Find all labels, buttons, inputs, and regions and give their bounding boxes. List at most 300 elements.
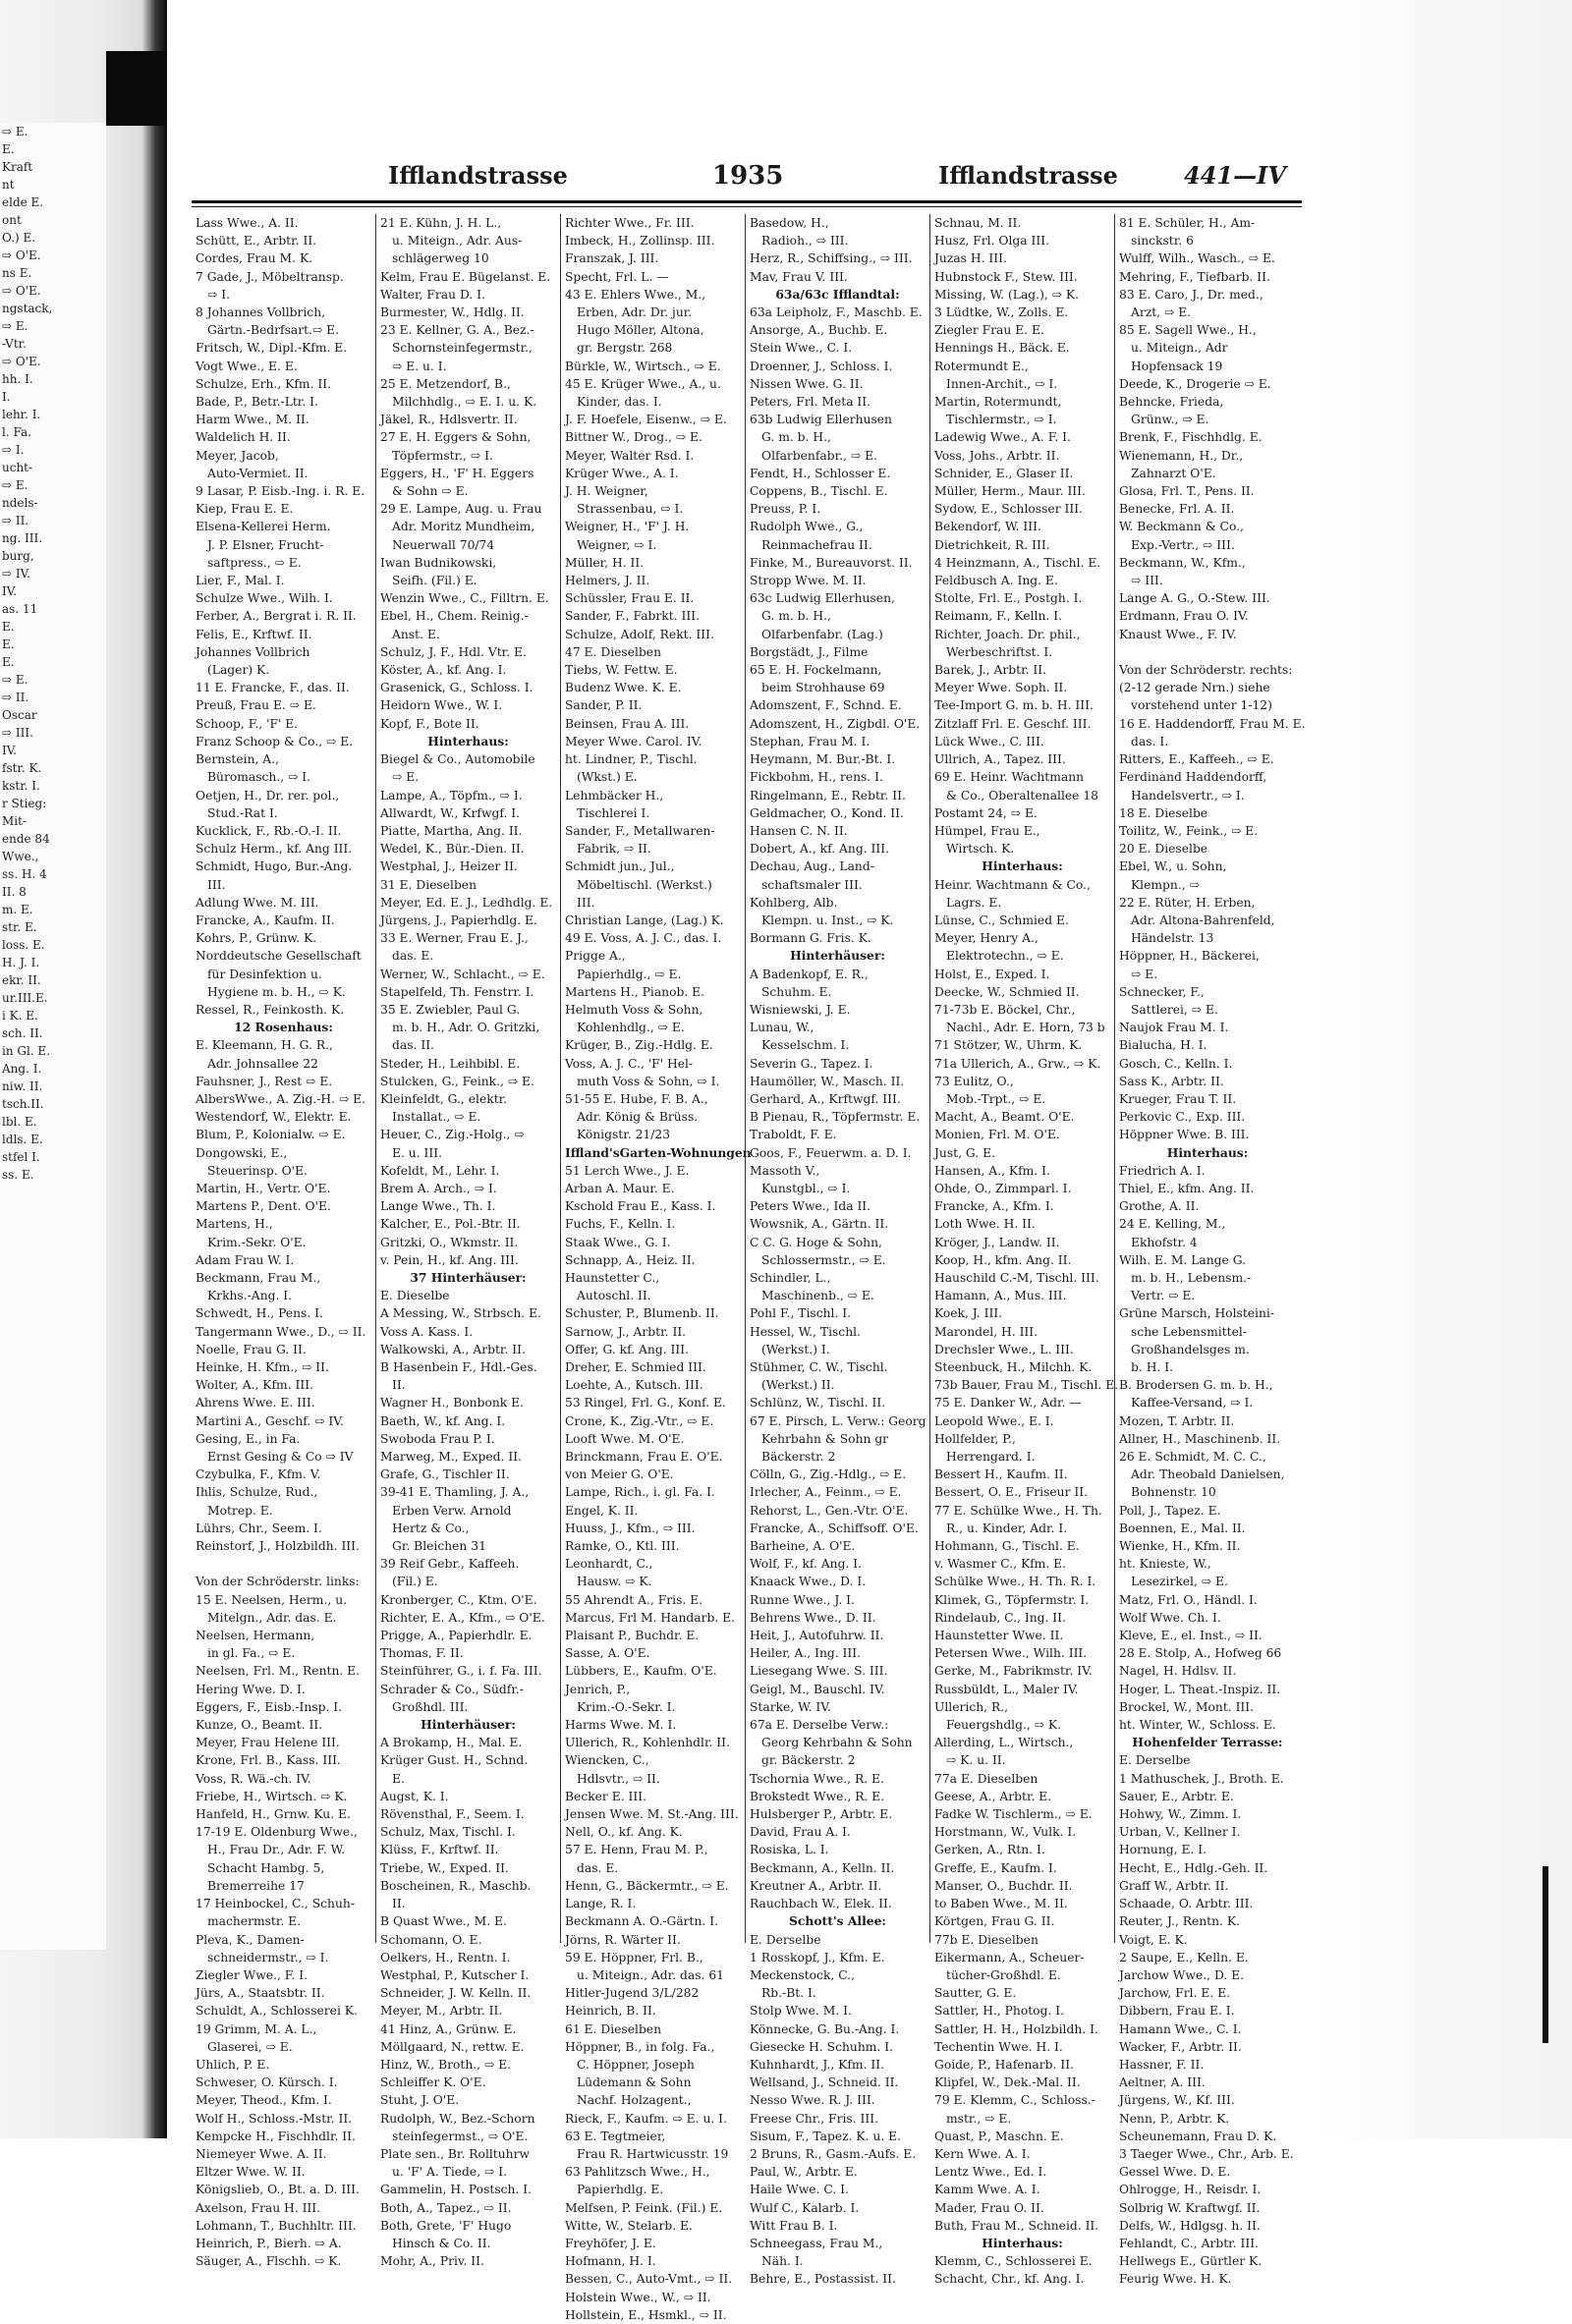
directory-entry: Adr. Altona-Bahrenfeld, xyxy=(1131,913,1275,927)
directory-entry: Both, Grete, 'F' Hugo xyxy=(380,2218,512,2233)
directory-entry: Heinr. Wachtmann & Co., xyxy=(934,877,1091,892)
directory-entry: Biegel & Co., Automobile xyxy=(380,752,535,767)
directory-entry: Thiel, E., kfm. Ang. II. xyxy=(1119,1181,1255,1195)
directory-entry: Ziegler Frau E. E. xyxy=(934,323,1044,338)
directory-entry: 28 E. Stolp, A., Hofweg 66 xyxy=(1119,1646,1282,1661)
directory-entry: Schulz, J. F., Hdl. Vtr. E. xyxy=(380,644,527,659)
directory-entry: gr. Bäckerstr. 2 xyxy=(761,1753,856,1768)
directory-entry: Bohnenstr. 10 xyxy=(1131,1485,1216,1500)
directory-entry: 39 Reif Gebr., Kaffeeh. xyxy=(380,1557,520,1572)
directory-entry: Schulze Wwe., Wilh. I. xyxy=(196,591,333,606)
directory-entry: B Quast Wwe., M. E. xyxy=(380,1914,507,1929)
directory-entry: Stuht, J. O'E. xyxy=(380,2093,460,2108)
directory-entry: schneidermstr., ⇨ I. xyxy=(207,1950,329,1964)
directory-entry: Weigner, ⇨ I. xyxy=(577,537,657,552)
directory-entry: Radioh., ⇨ III. xyxy=(761,234,849,249)
directory-entry: Hennings H., Bäck. E. xyxy=(934,341,1070,356)
directory-entry: Melfsen, P. Feink. (Fil.) E. xyxy=(565,2200,723,2215)
directory-entry: Ohlrogge, H., Reisdr. I. xyxy=(1119,2183,1262,2197)
directory-entry: Hausw. ⇨ K. xyxy=(577,1575,652,1589)
directory-entry: Kinder, das. I. xyxy=(577,395,662,410)
directory-entry: 22 E. Rüter, H. Erben, xyxy=(1119,895,1256,910)
directory-entry: Wisniewski, J. E. xyxy=(750,1002,851,1017)
directory-entry: Wolf, F., kf. Ang. I. xyxy=(750,1557,863,1572)
directory-entry: & Co., Oberaltenallee 18 xyxy=(946,788,1098,802)
directory-entry: Hornung, E. I. xyxy=(1119,1843,1207,1857)
section-heading: Hinterhaus: xyxy=(982,2235,1063,2250)
directory-entry: 29 E. Lampe, Aug. u. Frau xyxy=(380,502,542,517)
directory-entry: Hoger, L. Theat.-Inspiz. II. xyxy=(1119,1682,1281,1696)
edge-fragment: ⇨ O'E. xyxy=(2,249,41,262)
directory-entry: Meyer, Walter Rsd. I. xyxy=(565,448,695,463)
directory-entry: Gammelin, H. Postsch. I. xyxy=(380,2183,533,2197)
directory-entry: Wedel, K., Bür.-Dien. II. xyxy=(380,842,525,857)
directory-entry: m. b. H., Adr. O. Gritzki, xyxy=(392,1021,540,1035)
year-label: 1935 xyxy=(712,161,784,191)
directory-entry: Sydow, E., Schlosser III. xyxy=(934,502,1083,517)
directory-entry: Rotermundt E., xyxy=(934,359,1029,373)
directory-entry: Meyer, Theod., Kfm. I. xyxy=(196,2093,332,2108)
directory-entry: Wolf H., Schloss.-Mstr. II. xyxy=(196,2111,353,2126)
directory-entry: Kreutner A., Arbtr. II. xyxy=(750,1878,882,1893)
directory-entry: vorstehend unter 1-12) xyxy=(1131,698,1272,713)
directory-entry: Nagel, H. Hdlsv. II. xyxy=(1119,1664,1237,1679)
directory-entry: Burmester, W., Hdlg. II. xyxy=(380,305,525,320)
edge-fragment: ns E. xyxy=(2,266,32,280)
directory-entry: Näh. I. xyxy=(761,2254,804,2269)
directory-entry: 4 Heinzmann, A., Tischl. E. xyxy=(934,555,1101,570)
directory-entry: Kaffee-Versand, ⇨ I. xyxy=(1131,1396,1254,1411)
directory-entry: Marondel, H. III. xyxy=(934,1324,1039,1339)
directory-entry: Hulsberger P., Arbtr. E. xyxy=(750,1807,893,1822)
edge-fragment: ur.III.E. xyxy=(2,991,48,1005)
directory-entry: (Wkst.) E. xyxy=(577,770,638,785)
directory-entry: Klüss, F., Krftwf. II. xyxy=(380,1843,499,1857)
directory-entry: Wirtsch. K. xyxy=(946,842,1015,857)
directory-entry: III. xyxy=(207,877,226,892)
directory-entry: Bessen, C., Auto-Vmt., ⇨ II. xyxy=(565,2272,733,2287)
directory-entry: Monien, Frl. M. O'E. xyxy=(934,1128,1060,1142)
directory-entry: Kohlberg, Alb. xyxy=(750,895,838,910)
directory-entry: Schmidt jun., Jul., xyxy=(565,859,675,874)
directory-entry: Christian Lange, (Lag.) K. xyxy=(565,913,724,927)
directory-entry: Witte, W., Stelarb. E. xyxy=(565,2218,693,2233)
directory-entry: Voigt, E. K. xyxy=(1119,1932,1188,1947)
directory-entry: Fuchs, F., Kelln. I. xyxy=(565,1217,676,1232)
directory-entry: Massoth V., xyxy=(750,1163,820,1178)
directory-entry: schaftsmaler III. xyxy=(761,877,863,892)
directory-entry: Matz, Frl. O., Händl. I. xyxy=(1119,1592,1258,1607)
directory-entry: Franz Schoop & Co., ⇨ E. xyxy=(196,734,354,748)
directory-entry: Wenzin Wwe., C., Filltrn. E. xyxy=(380,591,549,606)
directory-entry: Bernstein, A., xyxy=(196,752,280,767)
edge-fragment: ont xyxy=(2,213,22,227)
directory-entry: Stein Wwe., C. I. xyxy=(750,341,853,356)
directory-entry: Klempn. u. Inst., ⇨ K. xyxy=(761,913,894,927)
directory-entry: G. m. b. H., xyxy=(761,430,831,445)
edge-fragment: ucht- xyxy=(2,461,33,474)
edge-fragment: O.) E. xyxy=(2,231,36,245)
directory-entry: 1 Rosskopf, J., Kfm. E. xyxy=(750,1950,885,1964)
directory-entry: Dibbern, Frau E. I. xyxy=(1119,2004,1235,2019)
directory-entry: 59 E. Höppner, Frl. B., xyxy=(565,1950,703,1964)
edge-fragment: Ang. I. xyxy=(2,1062,42,1076)
edge-fragment: Mit- xyxy=(2,814,28,828)
directory-entry: Mader, Frau O. II. xyxy=(934,2200,1044,2215)
directory-entry: Oelkers, H., Rentn. I. xyxy=(380,1950,511,1964)
directory-entry: Prigge A., xyxy=(565,949,626,964)
directory-entry: Meyer, Ed. E. J., Ledhdlg. E. xyxy=(380,895,553,910)
directory-entry: Erben Verw. Arnold xyxy=(392,1503,512,1518)
directory-entry: Witt Frau B. I. xyxy=(750,2218,838,2233)
directory-entry: Rieck, F., Kaufm. ⇨ E. u. I. xyxy=(565,2111,727,2126)
directory-entry: Mitelgn., Adr. das. E. xyxy=(207,1610,337,1625)
edge-fragment: IV. xyxy=(2,744,18,757)
directory-entry: Klipfel, W., Dek.-Mal. II. xyxy=(934,2075,1081,2090)
directory-entry: Wolf Wwe. Ch. I. xyxy=(1119,1610,1221,1625)
directory-entry: Adomszent, H., Zigbdl. O'E. xyxy=(750,716,921,731)
directory-entry: Lehmbäcker H., xyxy=(565,788,664,802)
directory-entry: von Meier G. O'E. xyxy=(565,1467,674,1482)
directory-entry: Von der Schröderstr. rechts: xyxy=(1119,663,1293,678)
directory-entry: 3 Taeger Wwe., Chr., Arb. E. xyxy=(1119,2146,1294,2161)
directory-entry: Gritzki, O., Wkmstr. II. xyxy=(380,1235,519,1249)
directory-entry: Marweg, M., Exped. II. xyxy=(380,1450,522,1465)
directory-entry: A Brokamp, H., Mal. E. xyxy=(380,1736,523,1750)
directory-entry: Stolte, Frl. E., Postgh. I. xyxy=(934,591,1083,606)
directory-entry: Triebe, W., Exped. II. xyxy=(380,1860,509,1875)
directory-entry: Schuldt, A., Schlosserei K. xyxy=(196,2004,358,2019)
edge-fragment: E. xyxy=(2,637,15,651)
directory-entry: III. xyxy=(577,895,595,910)
directory-entry: Krüger Wwe., A. I. xyxy=(565,466,679,480)
directory-entry: Eltzer Wwe. W. II. xyxy=(196,2165,306,2180)
directory-entry: Krone, Frl. B., Kass. III. xyxy=(196,1753,341,1768)
directory-entry: ht. Knieste, W., xyxy=(1119,1557,1211,1572)
directory-entry: Schlossermstr., ⇨ E. xyxy=(761,1252,886,1267)
directory-entry: 55 Ahrendt A., Fris. E. xyxy=(565,1592,703,1607)
directory-entry: Großhdl. III. xyxy=(392,1699,469,1714)
directory-entry: 65 E. H. Fockelmann, xyxy=(750,663,882,678)
directory-entry: Ferber, A., Bergrat i. R. II. xyxy=(196,609,357,624)
directory-entry: Auto-Vermiet. II. xyxy=(207,466,309,480)
directory-entry: Händelstr. 13 xyxy=(1131,931,1214,946)
directory-column-3 xyxy=(561,214,752,2322)
edge-fragment: str. E. xyxy=(2,920,37,934)
edge-fragment: ldls. E. xyxy=(2,1133,43,1146)
directory-entry: B Hasenbein F., Hdl.-Ges. xyxy=(380,1360,537,1374)
directory-entry: u. Miteign., Adr. das. 61 xyxy=(577,1967,725,1982)
directory-entry: Kesselschm. I. xyxy=(761,1038,850,1053)
directory-entry: Goide, P., Hafenarb. II. xyxy=(934,2057,1074,2072)
directory-entry: sinckstr. 6 xyxy=(1131,234,1194,249)
directory-entry: Eggers, H., 'F' H. Eggers xyxy=(380,466,534,480)
directory-entry: Krüger Gust. H., Schnd. xyxy=(380,1753,529,1768)
directory-entry: Lührs, Chr., Seem. I. xyxy=(196,1521,322,1535)
directory-entry: B. Brodersen G. m. b. H., xyxy=(1119,1378,1273,1393)
directory-entry: Johannes Vollbrich xyxy=(196,644,310,659)
directory-entry: Hellwegs E., Gürtler K. xyxy=(1119,2254,1263,2269)
directory-entry: Sautter, G. E. xyxy=(934,1986,1017,2001)
directory-entry: Aeltner, A. III. xyxy=(1119,2075,1206,2090)
directory-entry: & Sohn ⇨ E. xyxy=(392,484,469,499)
directory-entry: ⇨ E. xyxy=(392,770,420,785)
directory-entry: ⇨ K. u. II. xyxy=(946,1753,1006,1768)
directory-entry: Martens H., Pianob. E. xyxy=(565,984,705,999)
edge-fragment: lehr. I. xyxy=(2,408,41,421)
section-heading: Hinterhäuser: xyxy=(790,948,885,964)
directory-entry: Mozen, T. Arbtr. II. xyxy=(1119,1413,1235,1428)
directory-entry: Wagner H., Bonbonk E. xyxy=(380,1396,525,1411)
directory-entry: Leopold Wwe., E. I. xyxy=(934,1413,1054,1428)
directory-entry: Voss A. Kass. I. xyxy=(380,1324,474,1339)
directory-entry: Schüssler, Frau E. II. xyxy=(565,591,695,606)
directory-entry: Macht, A., Beamt. O'E. xyxy=(934,1110,1075,1125)
directory-entry: 47 E. Dieselben xyxy=(565,644,662,659)
directory-entry: Solbrig W. Kraftwgf. II. xyxy=(1119,2200,1261,2215)
edge-fragment: ⇨ III. xyxy=(2,726,33,740)
directory-entry: Richter Wwe., Fr. III. xyxy=(565,216,695,230)
directory-entry: Urban, V., Kellner I. xyxy=(1119,1825,1241,1840)
directory-entry: 26 E. Schmidt, M. C. C., xyxy=(1119,1450,1266,1465)
directory-entry: Krim.-Sekr. O'E. xyxy=(207,1235,307,1249)
directory-entry: Perkovic C., Exp. III. xyxy=(1119,1110,1246,1125)
directory-entry: Grasenick, G., Schloss. I. xyxy=(380,681,533,695)
directory-entry: Baeth, W., kf. Ang. I. xyxy=(380,1413,506,1428)
directory-entry: Kiep, Frau E. E. xyxy=(196,502,294,517)
directory-entry: Königslieb, O., Bt. a. D. III. xyxy=(196,2183,360,2197)
directory-entry: Jensen Wwe. M. St.-Ang. III. xyxy=(565,1807,739,1822)
directory-entry: Heit, J., Autofuhrw. II. xyxy=(750,1629,884,1643)
directory-entry: Cölln, G., Zig.-Hdlg., ⇨ E. xyxy=(750,1467,907,1482)
directory-entry: 11 E. Francke, F., das. II. xyxy=(196,681,350,695)
edge-fragment: kstr. I. xyxy=(2,779,40,793)
directory-entry: Schindler, L., xyxy=(750,1270,831,1285)
directory-entry: Stud.-Rat I. xyxy=(207,805,278,820)
directory-entry: Wulf C., Kalarb. I. xyxy=(750,2200,860,2215)
directory-entry: Von der Schröderstr. links: xyxy=(196,1575,360,1589)
directory-entry: Bade, P., Betr.-Ltr. I. xyxy=(196,395,318,410)
directory-entry: Georg Kehrbahn & Sohn xyxy=(761,1736,913,1750)
directory-entry: Lünse, C., Schmied E. xyxy=(934,913,1069,927)
directory-entry: Heinrich, B. II. xyxy=(565,2004,656,2019)
directory-entry: Büromasch., ⇨ I. xyxy=(207,770,311,785)
directory-entry: Holstein Wwe., W., ⇨ II. xyxy=(565,2290,711,2304)
directory-entry: Sauer, E., Arbtr. E. xyxy=(1119,1789,1234,1803)
directory-entry: ht. Lindner, P., Tischl. xyxy=(565,752,698,767)
directory-entry: Kofeldt, M., Lehr. I. xyxy=(380,1163,500,1178)
directory-entry: Möllgaard, N., rettw. E. xyxy=(380,2039,525,2054)
directory-entry: Hygiene m. b. H., ⇨ K. xyxy=(207,984,346,999)
directory-entry: 24 E. Kelling, M., xyxy=(1119,1217,1226,1232)
directory-entry: Sarnow, J., Arbtr. II. xyxy=(565,1324,687,1339)
directory-entry: Fauhsner, J., Rest ⇨ E. xyxy=(196,1074,333,1088)
directory-entry: Schülke Wwe., H. Th. R. I. xyxy=(934,1575,1096,1589)
directory-entry: Stühmer, C. W., Tischl. xyxy=(750,1360,888,1374)
directory-entry: 67 E. Pirsch, L. Verw.: Georg xyxy=(750,1413,926,1428)
directory-entry: v. Pein, H., kf. Ang. III. xyxy=(380,1252,519,1267)
directory-entry: Norddeutsche Gesellschaft xyxy=(196,949,362,964)
directory-entry: Hitler-Jugend 3/L/282 xyxy=(565,1986,700,2001)
directory-entry: Greffe, E., Kaufm. I. xyxy=(934,1860,1057,1875)
directory-entry: Reimann, F., Kelln. I. xyxy=(934,609,1062,624)
directory-entry: Friebe, H., Wirtsch. ⇨ K. xyxy=(196,1789,348,1803)
directory-entry: Iwan Budnikowski, xyxy=(380,555,497,570)
directory-entry: Meyer, Frau Helene III. xyxy=(196,1736,340,1750)
directory-entry: Hinsch & Co. II. xyxy=(392,2236,491,2250)
directory-entry: Ladewig Wwe., A. F. I. xyxy=(934,430,1071,445)
directory-entry: Waldelich H. II. xyxy=(196,430,291,445)
directory-entry: 81 E. Schüler, H., Am- xyxy=(1119,216,1256,230)
directory-entry: Allwardt, W., Krfwgf. I. xyxy=(380,805,521,820)
directory-entry: 43 E. Ehlers Wwe., M., xyxy=(565,287,706,302)
directory-entry: Stephan, Frau M. I. xyxy=(750,734,870,748)
directory-entry: Kleve, E., el. Inst., ⇨ II. xyxy=(1119,1629,1263,1643)
directory-entry: Plaisant P., Buchdr. E. xyxy=(565,1629,700,1643)
directory-entry: Beckmann, Frau M., xyxy=(196,1270,321,1285)
directory-entry: Jörns, R. Wärter II. xyxy=(565,1932,681,1947)
directory-entry: 75 E. Danker W., Adr. — xyxy=(934,1396,1082,1411)
directory-entry: Fritsch, W., Dipl.-Kfm. E. xyxy=(196,341,348,356)
directory-entry: Kucklick, F., Rb.-O.-I. II. xyxy=(196,823,342,838)
directory-entry: 18 E. Dieselbe xyxy=(1119,805,1208,820)
directory-entry: Wiencken, C., xyxy=(565,1753,649,1768)
directory-entry: 85 E. Sagell Wwe., H., xyxy=(1119,323,1257,338)
directory-entry: Jürgens, J., Papierhdlg. E. xyxy=(380,913,537,927)
directory-entry: Elektrotechn., ⇨ E. xyxy=(946,949,1064,964)
directory-entry: Benecke, Frl. A. II. xyxy=(1119,502,1235,517)
directory-entry: mstr., ⇨ E. xyxy=(946,2111,1012,2126)
edge-fragment: ⇨ O'E. xyxy=(2,284,41,298)
edge-fragment: E. xyxy=(2,142,15,156)
directory-entry: Gärtn.-Bedrfsart.⇨ E. xyxy=(207,323,340,338)
directory-entry: (Fil.) E. xyxy=(392,1575,438,1589)
directory-entry: Schnecker, F., xyxy=(1119,984,1205,999)
directory-entry: v. Wasmer C., Kfm. E. xyxy=(934,1557,1067,1572)
directory-entry: Lier, F., Mal. I. xyxy=(196,574,285,588)
directory-entry: Mehring, F., Tiefbarb. II. xyxy=(1119,269,1270,284)
directory-entry: Sass K., Arbtr. II. xyxy=(1119,1074,1224,1088)
directory-entry: Basedow, H., xyxy=(750,216,829,230)
edge-fragment: Oscar xyxy=(2,708,37,722)
edge-fragment: -Vtr. xyxy=(2,337,27,351)
directory-entry: Holst, E., Exped. I. xyxy=(934,967,1050,981)
directory-entry: Helmers, J. II. xyxy=(565,574,650,588)
directory-entry: Mohr, A., Priv. II. xyxy=(380,2254,484,2269)
directory-entry: Kern Wwe. A. I. xyxy=(934,2146,1031,2161)
directory-entry: Voss, Johs., Arbtr. II. xyxy=(934,448,1060,463)
directory-entry: Brenk, F., Fischhdlg. E. xyxy=(1119,430,1263,445)
directory-entry: Wellsand, J., Schneid. II. xyxy=(750,2075,899,2090)
directory-entry: Hohwy, W., Zimm. I. xyxy=(1119,1807,1242,1822)
directory-entry: Westphal, J., Heizer II. xyxy=(380,859,518,874)
directory-entry: Lange A. G., O.-Stew. III. xyxy=(1119,591,1270,606)
directory-entry: Steenbuck, H., Milchh. K. xyxy=(934,1360,1093,1374)
directory-entry: Strassenbau, ⇨ I. xyxy=(577,502,684,517)
directory-entry: Imbeck, H., Zollinsp. III. xyxy=(565,234,715,249)
directory-entry: 57 E. Henn, Frau M. P., xyxy=(565,1843,708,1857)
directory-entry: 39-41 E. Thamling, J. A., xyxy=(380,1485,530,1500)
directory-entry: Kempcke H., Fischhdlr. II. xyxy=(196,2129,356,2143)
directory-entry: Werner, W., Schlacht., ⇨ E. xyxy=(380,967,545,981)
directory-entry: Tee-Import G. m. b. H. III. xyxy=(934,698,1094,713)
directory-entry: Adr. Johnsallee 22 xyxy=(207,1056,318,1071)
directory-entry: Koop, H., kfm. Ang. II. xyxy=(934,1252,1072,1267)
edge-fragment: hh. I. xyxy=(2,372,33,386)
directory-entry: Könnecke, G. Bu.-Ang. I. xyxy=(750,2021,900,2036)
directory-entry: Lück Wwe., C. III. xyxy=(934,734,1044,748)
directory-entry: Feurig Wwe. H. K. xyxy=(1119,2272,1232,2287)
directory-entry: Grothe, A. II. xyxy=(1119,1199,1200,1214)
directory-entry: 19 Grimm, M. A. L., xyxy=(196,2021,317,2036)
directory-entry: Olfarbenfabr., ⇨ E. xyxy=(761,448,877,463)
directory-entry: Martens, H., xyxy=(196,1217,273,1232)
directory-entry: Hessel, W., Tischl. xyxy=(750,1324,861,1339)
directory-entry: Kschold Frau E., Kass. I. xyxy=(565,1199,716,1214)
directory-entry: Paul, W., Arbtr. E. xyxy=(750,2165,858,2180)
directory-entry: Beckmann A. O.-Gärtn. I. xyxy=(565,1914,718,1929)
directory-entry: Bittner W., Drog., ⇨ E. xyxy=(565,430,702,445)
directory-entry: Neelsen, Hermann, xyxy=(196,1629,315,1643)
directory-entry: Sattler, H., Photog. I. xyxy=(934,2004,1065,2019)
directory-entry: 69 E. Heinr. Wachtmann xyxy=(934,770,1085,785)
directory-entry: Grünw., ⇨ E. xyxy=(1131,413,1209,427)
directory-entry: Nesso Wwe. R. J. III. xyxy=(750,2093,875,2108)
directory-entry: Seifh. (Fil.) E. xyxy=(392,574,477,588)
edge-fragment: ss. E. xyxy=(2,1168,34,1182)
directory-entry: Mob.-Trpt., ⇨ E. xyxy=(946,1091,1046,1106)
directory-entry: Ringelmann, E., Rebtr. II. xyxy=(750,788,906,802)
directory-entry: Hollfelder, P., xyxy=(934,1431,1016,1446)
directory-entry: 51-55 E. Hube, F. B. A., xyxy=(565,1091,708,1106)
directory-entry: Uhlich, P. E. xyxy=(196,2057,270,2072)
edge-fragment: ndels- xyxy=(2,496,38,510)
directory-entry: Voss, A. J. C., 'F' Hel- xyxy=(565,1056,694,1071)
directory-entry: 8 Johannes Vollbrich, xyxy=(196,305,326,320)
edge-fragment: ⇨ I. xyxy=(2,443,25,457)
directory-entry: 16 E. Haddendorff, Frau M. E. xyxy=(1119,716,1306,731)
directory-entry: Installat., ⇨ E. xyxy=(392,1110,481,1125)
edge-fragment: I. xyxy=(2,390,11,404)
directory-entry: Ullerich, R., Kohlenhdlr. II. xyxy=(565,1736,730,1750)
directory-entry: Adr. Moritz Mundheim, xyxy=(392,520,535,534)
directory-entry: Hertz & Co., xyxy=(392,1521,470,1535)
directory-entry: Stropp Wwe. M. II. xyxy=(750,574,867,588)
section-heading: 63a/63c Ifflandtal: xyxy=(775,286,900,302)
directory-entry: Ebel, H., Chem. Reinig.- xyxy=(380,609,529,624)
directory-entry xyxy=(1119,643,1296,661)
directory-entry: Rövensthal, F., Seem. I. xyxy=(380,1807,525,1822)
directory-entry: Stapelfeld, Th. Fenstrr. I. xyxy=(380,984,534,999)
directory-entry: Staak Wwe., G. I. xyxy=(565,1235,671,1249)
directory-entry: Schulze, Erh., Kfm. II. xyxy=(196,376,331,391)
directory-entry: Werbeschriftst. I. xyxy=(946,644,1053,659)
directory-entry: Lübbers, E., Kaufm. O'E. xyxy=(565,1664,717,1679)
directory-entry: E. Derselbe xyxy=(1119,1753,1191,1768)
directory-entry: Jarchow Wwe., D. E. xyxy=(1119,1967,1245,1982)
directory-entry: Kohrs, P., Grünw. K. xyxy=(196,931,317,946)
directory-entry: u. 'F' A. Tiede, ⇨ I. xyxy=(392,2165,507,2180)
directory-entry: C. Höppner, Joseph xyxy=(577,2057,695,2072)
directory-entry: Pleva, K., Damen- xyxy=(196,1932,305,1947)
directory-entry: ⇨ I. xyxy=(207,287,230,302)
directory-entry: Voss, R. Wä.-ch. IV. xyxy=(196,1771,311,1786)
directory-entry: Fehlandt, C., Arbtr. III. xyxy=(1119,2236,1259,2250)
directory-entry: Grüne Marsch, Holsteini- xyxy=(1119,1306,1274,1321)
directory-entry: Ahrens Wwe. E. III. xyxy=(196,1396,315,1411)
directory-entry: Zitzlaff Frl. E. Geschf. III. xyxy=(934,716,1092,731)
directory-entry: J. H. Weigner, xyxy=(565,484,648,499)
